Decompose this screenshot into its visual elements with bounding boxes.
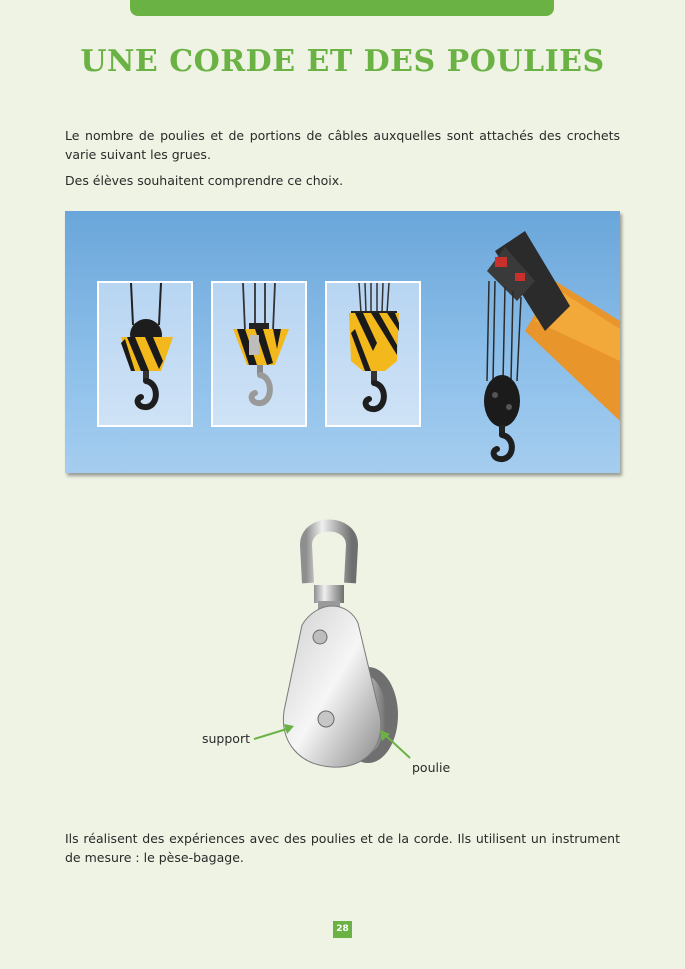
arrow-icon xyxy=(384,734,410,758)
arrow-icon xyxy=(254,728,290,739)
support-label: support xyxy=(202,731,250,746)
intro-paragraph: Le nombre de poulies et de portions de câbles auxquelles sont attachés des crochets varie suivant les grues. xyxy=(65,128,620,162)
page-number: 28 xyxy=(333,921,352,938)
arrow-icon xyxy=(284,724,294,734)
question-paragraph: Des élèves souhaitent comprendre ce choix. xyxy=(65,173,344,188)
poulie-label: poulie xyxy=(412,760,451,775)
page-title: UNE CORDE ET DES POULIES xyxy=(80,44,605,79)
experiment-paragraph: Ils réalisent des expériences avec des poulies et de la corde. Ils utilisent un instrument de mesure : le pèse-bagage. xyxy=(65,831,620,865)
